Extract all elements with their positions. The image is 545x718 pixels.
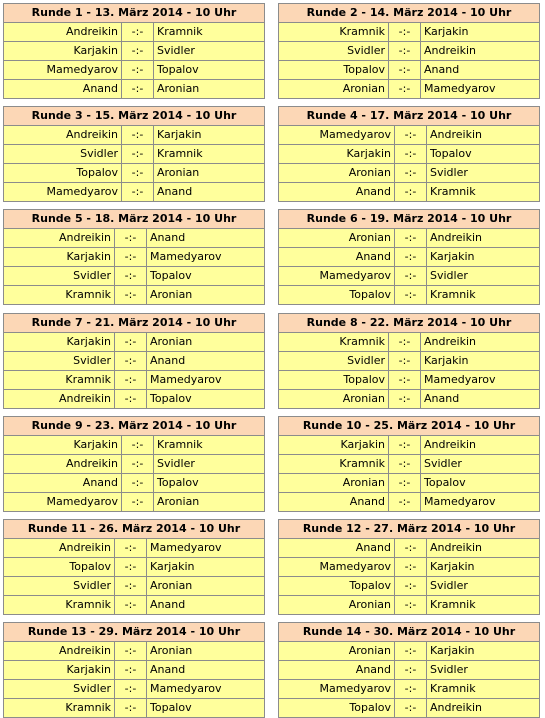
game-row <box>279 80 539 98</box>
game-row <box>279 436 539 455</box>
white-player: Topalov <box>279 577 395 595</box>
game-row <box>279 145 539 164</box>
black-player: Andreikin <box>424 437 476 451</box>
white-player: Topalov <box>279 61 389 79</box>
white-player: Mamedyarov <box>279 558 395 576</box>
black-player: Topalov <box>157 63 199 76</box>
black-player: Aronian <box>150 644 193 658</box>
game-score: -:- <box>395 286 427 304</box>
game-score: -:- <box>115 577 147 595</box>
black-player: Karjakin <box>430 560 475 573</box>
black-player: Karjakin <box>430 644 475 658</box>
black-player: Topalov <box>150 269 192 283</box>
white-player: Kramnik <box>279 333 389 351</box>
game-score: -:- <box>122 164 154 182</box>
game-row <box>279 474 539 493</box>
game-score: -:- <box>389 23 421 41</box>
white-player: Kramnik <box>4 699 115 717</box>
round-title: Runde 6 - 19. März 2014 - 10 Uhr <box>279 210 539 229</box>
game-row <box>4 248 264 267</box>
game-row <box>4 352 264 371</box>
white-player: Mamedyarov <box>4 493 122 511</box>
game-row <box>279 248 539 267</box>
game-row <box>279 229 539 248</box>
round-table <box>278 416 540 512</box>
game-row <box>279 680 539 699</box>
black-player: Mamedyarov <box>150 372 222 386</box>
game-score: -:- <box>115 699 147 717</box>
game-row <box>4 42 264 61</box>
black-player: Topalov <box>424 475 466 489</box>
round-title: Runde 9 - 23. März 2014 - 10 Uhr <box>4 417 264 436</box>
white-player: Topalov <box>279 371 389 389</box>
white-player: Andreikin <box>4 229 115 247</box>
game-row <box>279 352 539 371</box>
game-row <box>4 539 264 558</box>
white-player: Mamedyarov <box>279 126 395 144</box>
black-player: Kramnik <box>430 682 476 696</box>
black-player: Svidler <box>157 44 195 57</box>
round-title: Runde 7 - 21. März 2014 - 10 Uhr <box>4 314 264 333</box>
round-title: Runde 12 - 27. März 2014 - 10 Uhr <box>279 520 539 539</box>
game-score: -:- <box>395 267 427 285</box>
round-table <box>3 416 265 512</box>
game-score: -:- <box>395 164 427 182</box>
white-player: Svidler <box>4 352 115 370</box>
black-player: Topalov <box>150 391 192 405</box>
game-score: -:- <box>395 661 427 679</box>
white-player: Andreikin <box>4 455 122 473</box>
game-row <box>279 699 539 717</box>
game-score: -:- <box>115 680 147 698</box>
game-row <box>279 642 539 661</box>
game-row <box>4 680 264 699</box>
black-player: Karjakin <box>424 353 469 367</box>
black-player: Anand <box>157 185 193 199</box>
game-row <box>279 539 539 558</box>
game-score: -:- <box>395 229 427 247</box>
black-player: Topalov <box>150 701 192 715</box>
black-player: Karjakin <box>157 128 202 142</box>
black-player: Kramnik <box>157 437 203 451</box>
black-player: Anand <box>150 231 186 245</box>
white-player: Svidler <box>279 42 389 60</box>
white-player: Topalov <box>279 286 395 304</box>
game-score: -:- <box>395 596 427 614</box>
black-player: Andreikin <box>430 231 482 245</box>
game-row <box>4 183 264 201</box>
black-player: Aronian <box>157 166 200 180</box>
game-score: -:- <box>389 474 421 492</box>
black-player: Anand <box>424 391 460 405</box>
black-player: Karjakin <box>150 560 195 573</box>
round-table <box>3 313 265 409</box>
black-player: Anand <box>150 353 186 367</box>
game-row <box>279 577 539 596</box>
game-score: -:- <box>115 248 147 266</box>
white-player: Karjakin <box>279 436 389 454</box>
white-player: Anand <box>4 474 122 492</box>
game-row <box>4 474 264 493</box>
game-score: -:- <box>395 558 427 576</box>
game-row <box>279 183 539 201</box>
game-row <box>279 42 539 61</box>
white-player: Svidler <box>4 145 122 163</box>
black-player: Topalov <box>430 147 472 161</box>
game-row <box>279 164 539 183</box>
game-score: -:- <box>115 596 147 614</box>
white-player: Kramnik <box>279 23 389 41</box>
white-player: Karjakin <box>4 333 115 351</box>
black-player: Svidler <box>430 269 468 283</box>
game-score: -:- <box>389 436 421 454</box>
game-row <box>279 286 539 304</box>
black-player: Kramnik <box>430 288 476 302</box>
round-title: Runde 14 - 30. März 2014 - 10 Uhr <box>279 623 539 642</box>
white-player: Aronian <box>279 642 395 660</box>
white-player: Topalov <box>279 699 395 717</box>
black-player: Aronian <box>157 82 200 95</box>
black-player: Kramnik <box>157 25 203 38</box>
game-score: -:- <box>115 352 147 370</box>
round-table <box>278 209 540 305</box>
game-score: -:- <box>115 558 147 576</box>
game-row <box>4 333 264 352</box>
white-player: Andreikin <box>4 642 115 660</box>
white-player: Kramnik <box>4 596 115 614</box>
game-score: -:- <box>395 248 427 266</box>
game-score: -:- <box>389 80 421 98</box>
black-player: Anand <box>424 63 460 76</box>
game-score: -:- <box>115 661 147 679</box>
black-player: Svidler <box>430 166 468 180</box>
round-title: Runde 11 - 26. März 2014 - 10 Uhr <box>4 520 264 539</box>
black-player: Andreikin <box>430 701 482 715</box>
white-player: Andreikin <box>4 539 115 557</box>
game-row <box>4 145 264 164</box>
game-row <box>4 577 264 596</box>
black-player: Kramnik <box>430 185 476 199</box>
game-row <box>279 126 539 145</box>
black-player: Anand <box>150 598 186 611</box>
game-row <box>4 23 264 42</box>
game-row <box>279 333 539 352</box>
black-player: Svidler <box>157 456 195 470</box>
game-row <box>4 61 264 80</box>
game-score: -:- <box>389 61 421 79</box>
round-title: Runde 2 - 14. März 2014 - 10 Uhr <box>279 4 539 23</box>
game-score: -:- <box>395 126 427 144</box>
game-score: -:- <box>389 493 421 511</box>
white-player: Anand <box>279 661 395 679</box>
round-table <box>3 519 265 615</box>
game-score: -:- <box>395 642 427 660</box>
round-title: Runde 1 - 13. März 2014 - 10 Uhr <box>4 4 264 23</box>
game-row <box>4 661 264 680</box>
game-score: -:- <box>115 333 147 351</box>
white-player: Svidler <box>4 577 115 595</box>
white-player: Kramnik <box>4 286 115 304</box>
round-table <box>3 3 265 99</box>
game-row <box>4 229 264 248</box>
game-row <box>4 80 264 98</box>
white-player: Topalov <box>4 164 122 182</box>
game-score: -:- <box>395 577 427 595</box>
round-title: Runde 5 - 18. März 2014 - 10 Uhr <box>4 210 264 229</box>
round-title: Runde 13 - 29. März 2014 - 10 Uhr <box>4 623 264 642</box>
game-row <box>4 164 264 183</box>
game-row <box>279 390 539 408</box>
black-player: Mamedyarov <box>424 494 496 508</box>
game-row <box>4 267 264 286</box>
white-player: Anand <box>279 493 389 511</box>
game-score: -:- <box>389 455 421 473</box>
round-title: Runde 8 - 22. März 2014 - 10 Uhr <box>279 314 539 333</box>
game-score: -:- <box>122 436 154 454</box>
game-row <box>4 436 264 455</box>
game-score: -:- <box>389 352 421 370</box>
game-score: -:- <box>122 80 154 98</box>
white-player: Mamedyarov <box>4 61 122 79</box>
game-row <box>279 23 539 42</box>
game-score: -:- <box>115 267 147 285</box>
black-player: Mamedyarov <box>150 541 222 554</box>
black-player: Svidler <box>424 456 462 470</box>
game-score: -:- <box>122 183 154 201</box>
game-score: -:- <box>395 183 427 201</box>
black-player: Mamedyarov <box>150 250 222 264</box>
white-player: Anand <box>279 248 395 266</box>
game-score: -:- <box>122 474 154 492</box>
white-player: Mamedyarov <box>279 267 395 285</box>
game-row <box>279 558 539 577</box>
black-player: Anand <box>150 663 186 677</box>
game-row <box>4 642 264 661</box>
black-player: Karjakin <box>424 25 469 38</box>
game-row <box>4 286 264 304</box>
round-table <box>3 209 265 305</box>
white-player: Kramnik <box>4 371 115 389</box>
game-score: -:- <box>122 23 154 41</box>
game-score: -:- <box>395 539 427 557</box>
white-player: Aronian <box>279 229 395 247</box>
game-row <box>4 699 264 717</box>
game-row <box>4 126 264 145</box>
game-row <box>4 596 264 614</box>
game-row <box>4 371 264 390</box>
round-table <box>278 519 540 615</box>
round-table <box>278 622 540 718</box>
white-player: Topalov <box>4 558 115 576</box>
game-score: -:- <box>389 42 421 60</box>
game-score: -:- <box>122 493 154 511</box>
white-player: Svidler <box>4 267 115 285</box>
game-score: -:- <box>395 145 427 163</box>
game-row <box>4 558 264 577</box>
game-score: -:- <box>395 680 427 698</box>
game-score: -:- <box>395 699 427 717</box>
white-player: Anand <box>4 80 122 98</box>
game-row <box>4 493 264 511</box>
white-player: Mamedyarov <box>4 183 122 201</box>
game-row <box>279 661 539 680</box>
black-player: Aronian <box>157 494 200 508</box>
black-player: Aronian <box>150 334 193 348</box>
game-score: -:- <box>122 42 154 60</box>
game-score: -:- <box>115 286 147 304</box>
black-player: Kramnik <box>157 147 203 161</box>
game-score: -:- <box>115 229 147 247</box>
white-player: Aronian <box>279 164 395 182</box>
black-player: Andreikin <box>424 334 476 348</box>
game-score: -:- <box>115 539 147 557</box>
round-table <box>3 622 265 718</box>
game-score: -:- <box>389 333 421 351</box>
white-player: Andreikin <box>4 126 122 144</box>
white-player: Aronian <box>279 80 389 98</box>
white-player: Karjakin <box>279 145 395 163</box>
white-player: Svidler <box>279 352 389 370</box>
game-score: -:- <box>122 455 154 473</box>
black-player: Aronian <box>150 579 193 592</box>
round-title: Runde 10 - 25. März 2014 - 10 Uhr <box>279 417 539 436</box>
game-row <box>4 390 264 408</box>
game-row <box>279 596 539 614</box>
game-row <box>279 61 539 80</box>
round-table <box>278 106 540 202</box>
black-player: Andreikin <box>430 541 482 554</box>
white-player: Aronian <box>279 596 395 614</box>
black-player: Aronian <box>150 288 193 302</box>
game-row <box>279 267 539 286</box>
white-player: Karjakin <box>4 248 115 266</box>
round-title: Runde 4 - 17. März 2014 - 10 Uhr <box>279 107 539 126</box>
round-title: Runde 3 - 15. März 2014 - 10 Uhr <box>4 107 264 126</box>
game-score: -:- <box>122 126 154 144</box>
round-table <box>3 106 265 202</box>
black-player: Andreikin <box>430 128 482 142</box>
white-player: Karjakin <box>4 436 122 454</box>
game-score: -:- <box>122 145 154 163</box>
white-player: Mamedyarov <box>279 680 395 698</box>
black-player: Svidler <box>430 663 468 677</box>
white-player: Karjakin <box>4 42 122 60</box>
black-player: Andreikin <box>424 44 476 57</box>
round-table <box>278 313 540 409</box>
round-table <box>278 3 540 99</box>
black-player: Svidler <box>430 579 468 592</box>
white-player: Aronian <box>279 390 389 408</box>
white-player: Karjakin <box>4 661 115 679</box>
game-row <box>279 493 539 511</box>
game-score: -:- <box>389 390 421 408</box>
game-score: -:- <box>115 390 147 408</box>
game-score: -:- <box>122 61 154 79</box>
black-player: Karjakin <box>430 250 475 264</box>
black-player: Topalov <box>157 475 199 489</box>
white-player: Svidler <box>4 680 115 698</box>
game-score: -:- <box>115 642 147 660</box>
white-player: Anand <box>279 539 395 557</box>
game-score: -:- <box>389 371 421 389</box>
black-player: Mamedyarov <box>424 372 496 386</box>
white-player: Aronian <box>279 474 389 492</box>
white-player: Anand <box>279 183 395 201</box>
white-player: Andreikin <box>4 23 122 41</box>
game-row <box>279 371 539 390</box>
white-player: Andreikin <box>4 390 115 408</box>
game-row <box>279 455 539 474</box>
white-player: Kramnik <box>279 455 389 473</box>
game-row <box>4 455 264 474</box>
game-score: -:- <box>115 371 147 389</box>
black-player: Mamedyarov <box>424 82 496 95</box>
black-player: Kramnik <box>430 598 476 611</box>
black-player: Mamedyarov <box>150 682 222 696</box>
